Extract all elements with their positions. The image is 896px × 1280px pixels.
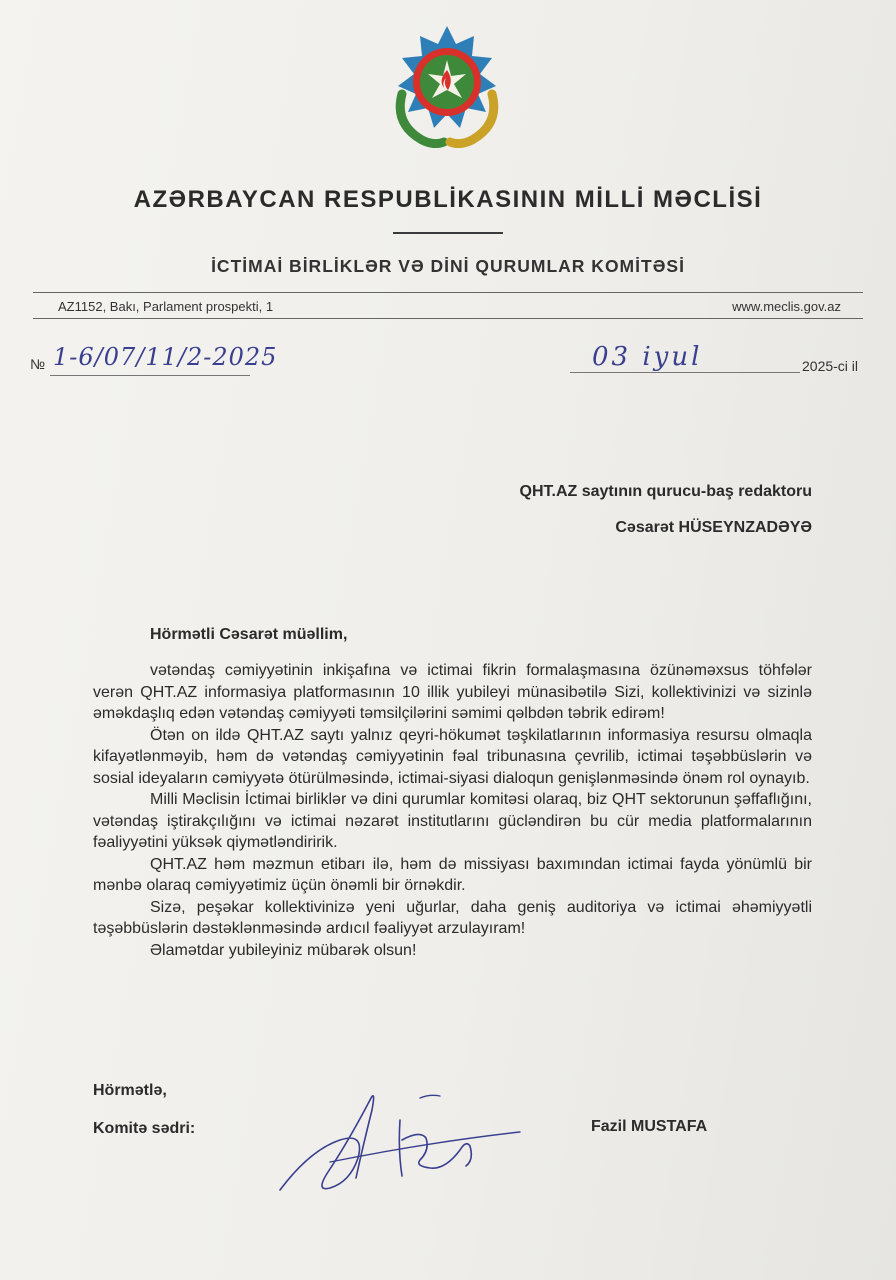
letter-body: [93, 660, 812, 961]
body-paragraph: QHT.AZ həm məzmun etibarı ilə, həm də missiyası baxımından ictimai fayda yönümlü bir mənbə olaraq cəmiyyətimiz üçün önəmli bir örnəkdir.: [93, 855, 812, 894]
body-paragraph: Əlamətdar yubileyiniz mübarək olsun!: [150, 941, 417, 959]
date-value: 03 iyul: [592, 342, 703, 372]
reference-number-label: №: [30, 356, 46, 372]
body-paragraph: Sizə, peşəkar kollektivinizə yeni uğurlar, daha geniş auditoriya və ictimai əhəmiyyətli təşəbbüslərin dəstəklənməsində ardıcıl fəaliyyət arzulayıram!: [93, 898, 812, 937]
body-paragraph: Ötən on ildə QHT.AZ saytı yalnız qeyri-hökumət təşkilatlarının informasiya resursu olmaqla kifayətlənməyib, həm də vətəndaş cəmiyyətinin fəal tribunasına çevrilib, ictimai təşəbbüslərin və sosial ideyaların cəmiyyətə ötürülməsində, ictimai-siyasi dialoqun genişlənməsində önəm rol oynayıb.: [93, 726, 812, 787]
title-divider: [393, 232, 503, 234]
body-paragraph: vətəndaş cəmiyyətinin inkişafına və ictimai fikrin formalaşmasına özünəməxsus töhfələr verən QHT.AZ informasiya platformasının 10 illik yubileyi münasibətilə Sizi, kollektivinizi və sizinlə əməkdaşlıq edən vətəndaş cəmiyyəti təmsilçilərini səmimi qəlbdən təbrik edirəm!: [93, 662, 812, 722]
signer-title: Komitə sədri:: [93, 1120, 196, 1137]
committee-name: İCTİMAİ BİRLİKLƏR VƏ DİNİ QURUMLAR KOMİTƏSİ: [211, 256, 685, 276]
address-text: AZ1152, Bakı, Parlament prospekti, 1: [58, 299, 274, 314]
handwritten-signature-icon: [270, 1080, 530, 1200]
closing-regards: Hörmətlə,: [93, 1082, 167, 1099]
salutation: Hörmətli Cəsarət müəllim,: [150, 626, 348, 643]
state-emblem-icon: [388, 24, 506, 148]
website-text: www.meclis.gov.az: [732, 299, 841, 314]
organization-title: AZƏRBAYCAN RESPUBLİKASININ MİLLİ MƏCLİSİ: [133, 186, 763, 213]
reference-number-value: 1-6/07/11/2-2025: [53, 343, 278, 371]
date-year: 2025-ci il: [802, 358, 859, 374]
body-paragraph: Milli Məclisin İctimai birliklər və dini qurumlar komitəsi olaraq, biz QHT sektorunun şəffaflığını, vətəndaş iştirakçılığını və ictimai nəzarət institutlarını gücləndirən bu cür media platformalarının fəaliyyətini yüksək qiymətləndiririk.: [93, 791, 812, 851]
recipient-position: QHT.AZ saytının qurucu-baş redaktoru: [519, 483, 812, 500]
reference-number-line: [50, 375, 250, 376]
address-divider-bottom: [33, 318, 863, 319]
address-divider-top: [33, 292, 863, 293]
date-line: [570, 372, 800, 373]
recipient-name: Cəsarət HÜSEYNZADƏYƏ: [615, 519, 812, 536]
signer-name: Fazil MUSTAFA: [591, 1118, 708, 1135]
